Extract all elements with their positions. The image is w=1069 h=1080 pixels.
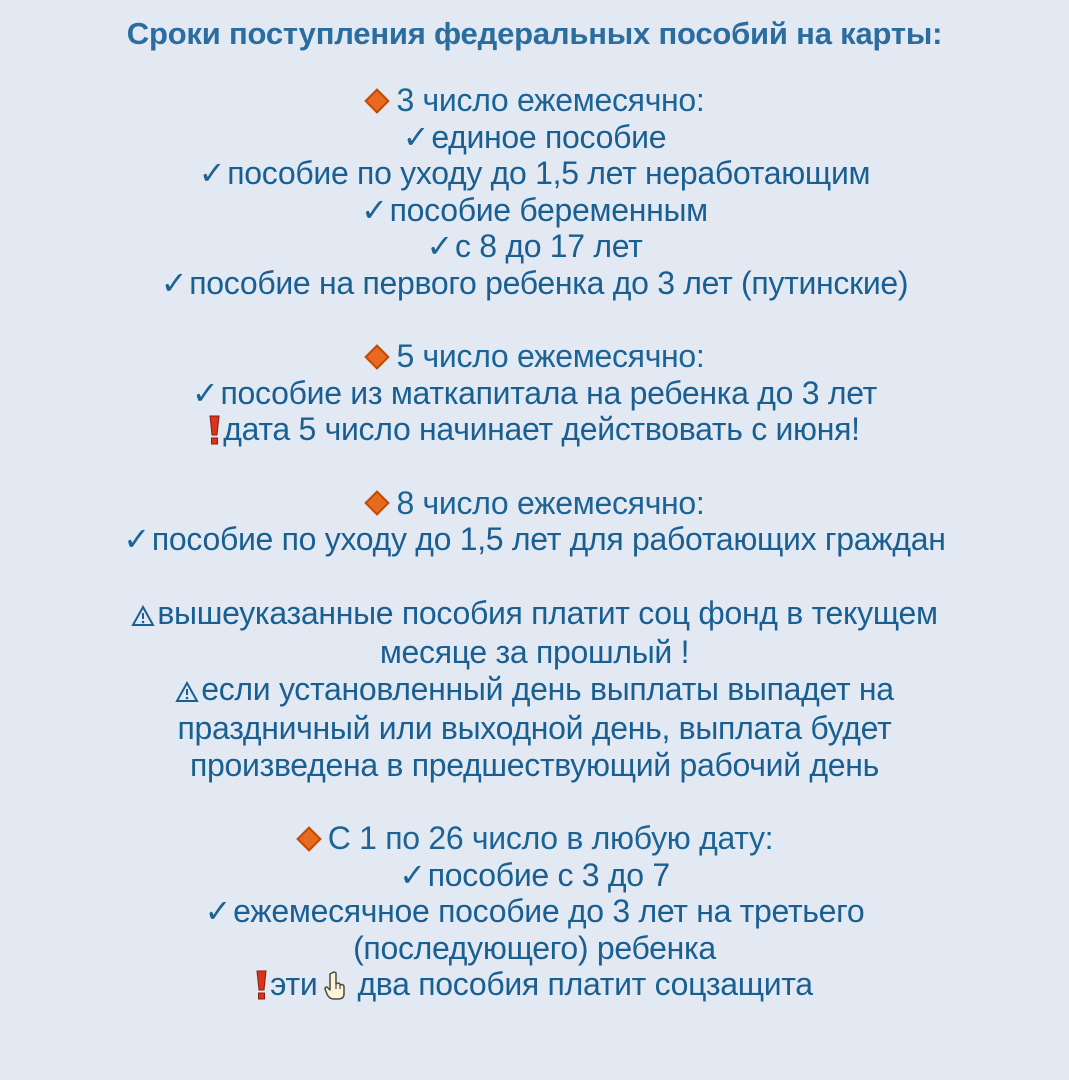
section-3-heading: 8 число ежемесячно: xyxy=(0,485,1069,522)
list-item: ✓с 8 до 17 лет xyxy=(426,228,643,264)
list-item: ✓пособие по уходу до 1,5 лет неработающим xyxy=(198,155,871,191)
list-item: ✓пособие с 3 до 7 xyxy=(399,856,670,893)
check-icon: ✓ xyxy=(192,374,219,411)
list-item: ✓ежемесячное пособие до 3 лет на третьего xyxy=(204,893,865,929)
list-item: ✓пособие из маткапитала на ребенка до 3 лет xyxy=(192,374,877,411)
note-line: эти два пособия платит соцзащита xyxy=(0,966,1069,1009)
section-4-heading: С 1 по 26 число в любую дату: xyxy=(0,820,1069,857)
list-item-continuation: (последующего) ребенка xyxy=(353,929,716,966)
pointing-up-hand-icon xyxy=(323,971,347,1009)
section-1-heading: 3 число ежемесячно: xyxy=(0,82,1069,119)
warning-2-line-2: праздничный или выходной день, выплата будет xyxy=(177,710,892,746)
check-icon: ✓ xyxy=(198,155,226,191)
list-item: ✓пособие на первого ребенка до 3 лет (путинские) xyxy=(160,264,909,301)
note-line: дата 5 число начинает действовать с июня! xyxy=(0,411,1069,448)
red-exclamation-icon xyxy=(209,414,220,446)
check-icon: ✓ xyxy=(426,228,453,264)
warning-2-line-1: если установленный день выплаты выпадет на xyxy=(0,671,1069,711)
check-icon: ✓ xyxy=(399,856,426,893)
warning-2-line-3: произведена в предшествующий рабочий день xyxy=(189,746,880,783)
warning-1-line-1: вышеуказанные пособия платит соц фонд в текущем xyxy=(0,595,1069,635)
check-icon: ✓ xyxy=(204,893,232,929)
orange-diamond-icon xyxy=(365,344,390,369)
check-icon: ✓ xyxy=(160,264,188,301)
list-item: ✓пособие по уходу до 1,5 лет для работающих граждан xyxy=(123,521,946,557)
orange-diamond-icon xyxy=(296,826,321,851)
check-icon: ✓ xyxy=(402,118,430,155)
check-icon: ✓ xyxy=(123,521,150,557)
list-item: ✓единое пособие xyxy=(402,118,667,155)
warning-1-line-2: месяце за прошлый ! xyxy=(379,634,690,670)
warning-triangle-icon xyxy=(175,674,199,711)
orange-diamond-icon xyxy=(365,88,390,113)
check-icon: ✓ xyxy=(361,191,388,228)
red-exclamation-icon xyxy=(256,969,267,1001)
warning-triangle-icon xyxy=(131,598,155,635)
list-item: ✓пособие беременным xyxy=(361,191,708,228)
orange-diamond-icon xyxy=(365,490,390,515)
page-title: Сроки поступления федеральных пособий на карты: xyxy=(126,16,943,51)
section-2-heading: 5 число ежемесячно: xyxy=(0,338,1069,375)
content-block xyxy=(0,82,1069,1009)
